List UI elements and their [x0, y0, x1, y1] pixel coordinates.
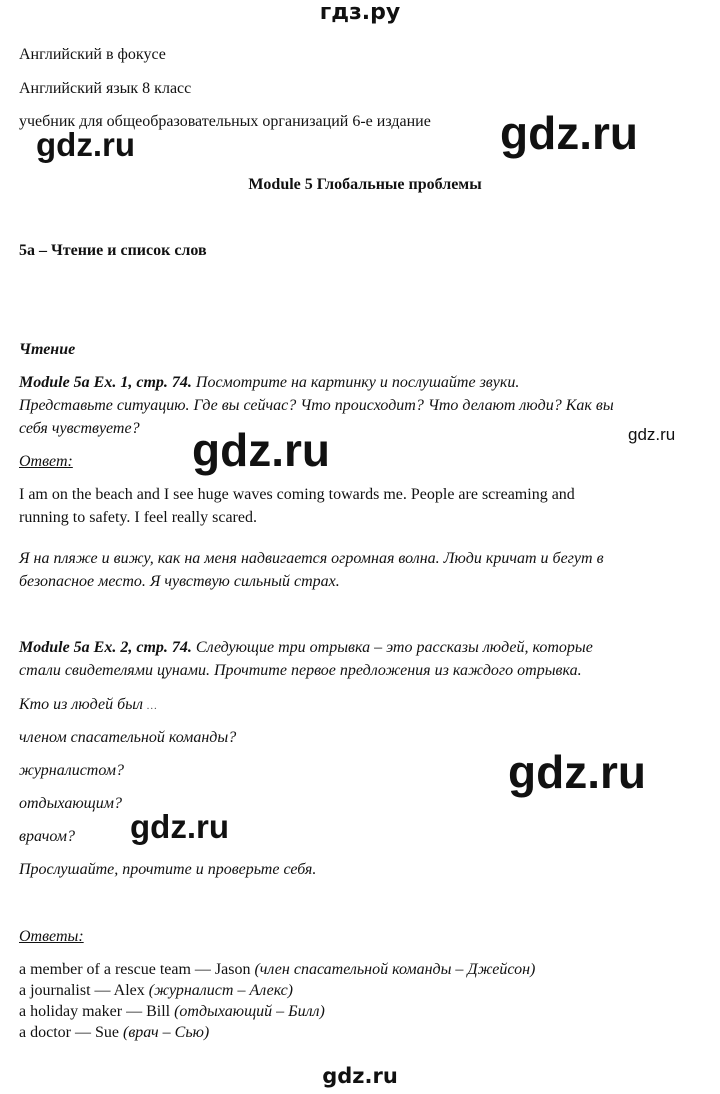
- ex1-answer-ru: Я на пляже и вижу, как на меня надвигается огромная волна. Люди кричат и бегут в: [19, 550, 604, 567]
- answer-en: a doctor — Sue: [19, 1024, 123, 1041]
- watermark-logo: gdz.ru: [322, 1064, 398, 1088]
- ellipsis: …: [146, 700, 157, 712]
- answer-row: [19, 959, 535, 980]
- watermark-logo: gdz.ru: [36, 126, 135, 163]
- ex2-option: членом спасательной команды?: [19, 729, 237, 746]
- ex1-task-line: себя чувствуете?: [19, 420, 140, 437]
- ex2-task-line: [19, 637, 593, 658]
- ex1-task-line: Представьте ситуацию. Где вы сейчас? Что происходит? Что делают люди? Как вы: [19, 397, 614, 414]
- watermark-logo: gdz.ru: [508, 746, 646, 798]
- answer-ru: (отдыхающий – Билл): [174, 1003, 325, 1020]
- answer-row: [19, 980, 293, 1001]
- ex1-answer-en: running to safety. I feel really scared.: [19, 509, 257, 526]
- ex2-option: отдыхающим?: [19, 795, 122, 812]
- answer-ru: (журналист – Алекс): [148, 982, 293, 999]
- answer-row: [19, 1022, 209, 1043]
- ex1-answer-ru: безопасное место. Я чувствую сильный страх.: [19, 573, 340, 590]
- ex1-answer-label: Ответ:: [19, 453, 73, 470]
- book-edition: учебник для общеобразовательных организаций 6-е издание: [19, 113, 431, 130]
- ex2-answers-label: Ответы:: [19, 928, 84, 945]
- book-grade: Английский язык 8 класс: [19, 80, 192, 97]
- ex2-reference: Module 5a Ex. 2, стр. 74.: [19, 639, 192, 656]
- answer-en: a journalist — Alex: [19, 982, 149, 999]
- answer-row: [19, 1001, 325, 1022]
- ex1-task-text: Посмотрите на картинку и послушайте звуки.: [191, 374, 520, 391]
- answer-en: a holiday maker — Bill: [19, 1003, 175, 1020]
- watermark-logo: gdz.ru: [500, 107, 638, 159]
- watermark-logo: gdz.ru: [130, 808, 229, 845]
- ex1-answer-en: I am on the beach and I see huge waves coming towards me. People are screaming and: [19, 486, 575, 503]
- ex2-instruction: Прослушайте, прочтите и проверьте себя.: [19, 861, 317, 878]
- ex2-option: врачом?: [19, 828, 75, 845]
- reading-heading: Чтение: [19, 341, 76, 358]
- book-series: Английский в фокусе: [19, 46, 166, 63]
- ex2-task-text: Следующие три отрывка – это рассказы людей, которые: [191, 639, 593, 656]
- watermark-logo: gdz.ru: [192, 424, 330, 476]
- ex2-question: [19, 694, 157, 717]
- answer-ru: (врач – Сью): [122, 1024, 210, 1041]
- section-title: 5a – Чтение и список слов: [19, 242, 207, 259]
- ex2-option: журналистом?: [19, 762, 124, 779]
- answer-en: a member of a rescue team — Jason: [19, 961, 255, 978]
- watermark-logo: gdz.ru: [628, 425, 676, 444]
- ex1-task-line: [19, 372, 519, 393]
- answer-ru: (член спасательной команды – Джейсон): [254, 961, 536, 978]
- ex2-task-line: стали свидетелями цунами. Прочтите первое предложения из каждого отрывка.: [19, 662, 582, 679]
- site-header: гдз.ру: [319, 0, 401, 25]
- ex2-question-text: Кто из людей был: [19, 696, 143, 713]
- module-title: Module 5 Глобальные проблемы: [248, 176, 482, 193]
- ex1-reference: Module 5a Ex. 1, стр. 74.: [19, 374, 192, 391]
